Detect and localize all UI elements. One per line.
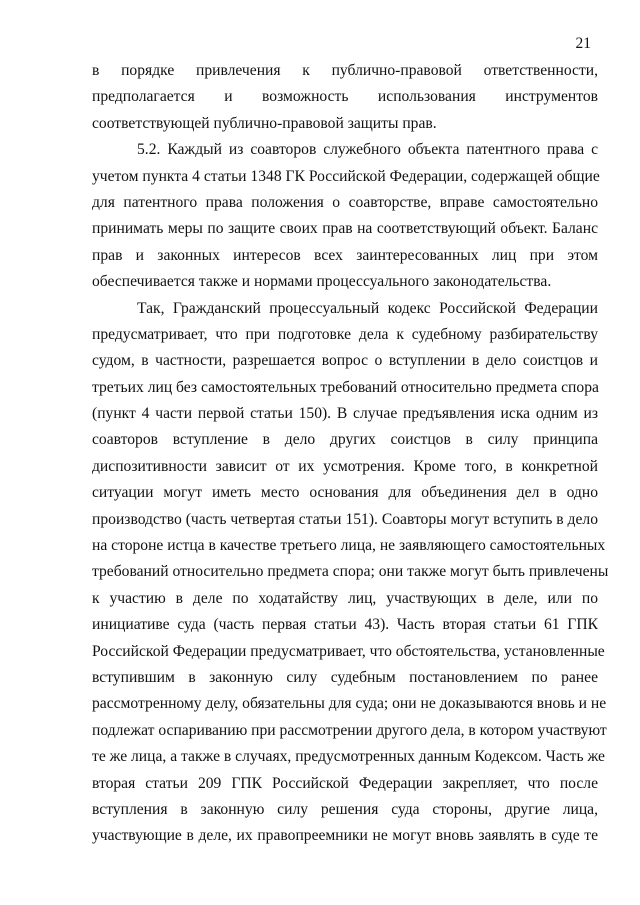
text-line: производство (часть четвертая статьи 151). Соавторы могут вступить в дело [92, 510, 598, 528]
text-line: для патентного права положения о соавторстве, вправе самостоятельно [92, 193, 598, 211]
text-line: требований относительно предмета спора; они также могут быть привлечены [92, 563, 609, 581]
text-line: 5.2. Каждый из соавторов служебного объекта патентного права с [137, 141, 598, 159]
text-line: соответствующей публично-правовой защиты прав. [92, 114, 437, 132]
text-line: (пункт 4 части первой статьи 150). В случае предъявления иска одним из [92, 405, 598, 423]
paragraph-1 [92, 58, 598, 137]
text-line: вступившим в законную силу судебным постановлением по ранее [92, 668, 598, 686]
text-line: соавторов вступление в дело других соистцов в силу принципа [92, 431, 598, 449]
text-line: участвующие в деле, их правопреемники не могут вновь заявлять в суде те [92, 827, 598, 845]
text-line: рассмотренному делу, обязательны для суда; они не доказываются вновь и не [92, 695, 607, 713]
text-line: к участию в деле по ходатайству лиц, участвующих в деле, или по [92, 589, 598, 607]
text-line: обеспечивается также и нормами процессуального законодательства. [92, 273, 552, 291]
text-line: подлежат оспариванию при рассмотрении другого дела, в котором участвуют [92, 721, 607, 739]
text-line: учетом пункта 4 статьи 1348 ГК Российской Федерации, содержащей общие [92, 167, 600, 185]
body-text [92, 58, 609, 850]
text-line: Так, Гражданский процессуальный кодекс Российской Федерации [137, 299, 598, 317]
text-line: предусматривает, что при подготовке дела к судебному разбирательству [92, 325, 598, 343]
text-line: предполагается и возможность использования инструментов [92, 88, 598, 106]
text-line: те же лица, а также в случаях, предусмотренных данным Кодексом. Часть же [92, 748, 605, 766]
paragraph-3 [92, 296, 609, 850]
text-line: диспозитивности зависит от их усмотрения. Кроме того, в конкретной [92, 457, 598, 475]
text-line: инициативе суда (часть первая статьи 43). Часть вторая статьи 61 ГПК [92, 616, 598, 634]
text-line: судом, в частности, разрешается вопрос о вступлении в дело соистцов и [92, 352, 598, 370]
page-number: 21 [575, 35, 591, 52]
text-line: вступления в законную силу решения суда стороны, другие лица, [92, 800, 598, 818]
text-line: в порядке привлечения к публично-правовой ответственности, [92, 62, 598, 79]
text-line: на стороне истца в качестве третьего лица, не заявляющего самостоятельных [92, 537, 606, 555]
text-line: прав и законных интересов всех заинтересованных лиц при этом [92, 246, 598, 264]
text-line: вторая статьи 209 ГПК Российской Федерации закрепляет, что после [92, 774, 598, 792]
text-line: принимать меры по защите своих прав на соответствующий объект. Баланс [92, 220, 598, 238]
text-line: ситуации могут иметь место основания для объединения дел в одно [92, 484, 598, 502]
text-line: Российской Федерации предусматривает, что обстоятельства, установленные [92, 642, 605, 660]
text-line: третьих лиц без самостоятельных требований относительно предмета спора [92, 378, 599, 396]
paragraph-2 [92, 137, 598, 295]
